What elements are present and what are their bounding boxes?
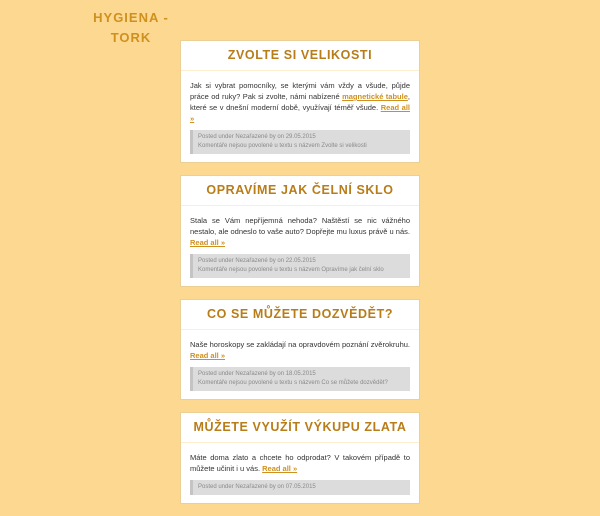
read-all-link[interactable]: Read all » xyxy=(190,238,226,247)
post-meta-posted: Posted under Nezařazené by on 07.05.2015 xyxy=(198,484,316,490)
read-all-link[interactable]: Read all » xyxy=(262,464,298,473)
excerpt-text: Máte doma zlato a chcete ho odprodat? V takovém případě to můžete učinit i u vás. xyxy=(190,453,410,473)
site-title-line-2[interactable]: TORK xyxy=(110,30,152,45)
post-card xyxy=(180,40,420,163)
site-title-line-1[interactable]: HYGIENA - xyxy=(93,10,169,25)
post-meta xyxy=(190,480,410,495)
post-meta-comments: Komentáře nejsou povolené u textu s názvem Opravíme jak čelní sklo xyxy=(198,267,384,273)
post-meta-comments: Komentáře nejsou povolené u textu s názvem Co se můžete dozvědět? xyxy=(198,380,388,386)
post-title[interactable]: CO SE MŮŽETE DOZVĚDĚT? xyxy=(181,300,419,330)
post-meta-posted: Posted under Nezařazené by on 29.05.2015 xyxy=(198,134,316,140)
read-all-link[interactable]: Read all » xyxy=(190,103,411,123)
post-meta xyxy=(190,130,410,154)
post-meta xyxy=(190,367,410,391)
excerpt-text: Naše horoskopy se zakládají na opravdovém poznání zvěrokruhu. xyxy=(190,340,410,349)
post-list xyxy=(180,40,420,516)
post-meta-posted: Posted under Nezařazené by on 18.05.2015 xyxy=(198,371,316,377)
post-title[interactable]: MŮŽETE VYUŽÍT VÝKUPU ZLATA xyxy=(181,413,419,443)
post-excerpt xyxy=(190,215,410,248)
excerpt-text-after: , které se v dnešní moderní době, využívají téměř všude. xyxy=(190,92,410,112)
post-excerpt xyxy=(190,80,410,124)
post-card xyxy=(180,175,420,287)
excerpt-text: Jak si vybrat pomocníky, se kterými vám vždy a všude, půjde práce od ruky? Pak si zvolte, námi nabízené xyxy=(190,81,410,101)
magnetic-boards-link[interactable]: magnetické tabule xyxy=(342,92,408,101)
post-meta-comments: Komentáře nejsou povolené u textu s názvem Zvolte si velikosti xyxy=(198,143,367,149)
post-card xyxy=(180,412,420,504)
site-title[interactable] xyxy=(86,8,176,48)
post-excerpt xyxy=(190,339,410,361)
post-title[interactable]: OPRAVÍME JAK ČELNÍ SKLO xyxy=(181,176,419,206)
read-all-link[interactable]: Read all » xyxy=(190,351,226,360)
post-meta xyxy=(190,254,410,278)
post-excerpt xyxy=(190,452,410,474)
post-title[interactable]: ZVOLTE SI VELIKOSTI xyxy=(181,41,419,71)
post-card xyxy=(180,299,420,400)
excerpt-text: Stala se Vám nepříjemná nehoda? Naštěstí se nic vážného nestalo, ale odneslo to vaše auto? Dopřejte mu luxus právě u nás. xyxy=(190,216,410,236)
post-meta-posted: Posted under Nezařazené by on 22.05.2015 xyxy=(198,258,316,264)
